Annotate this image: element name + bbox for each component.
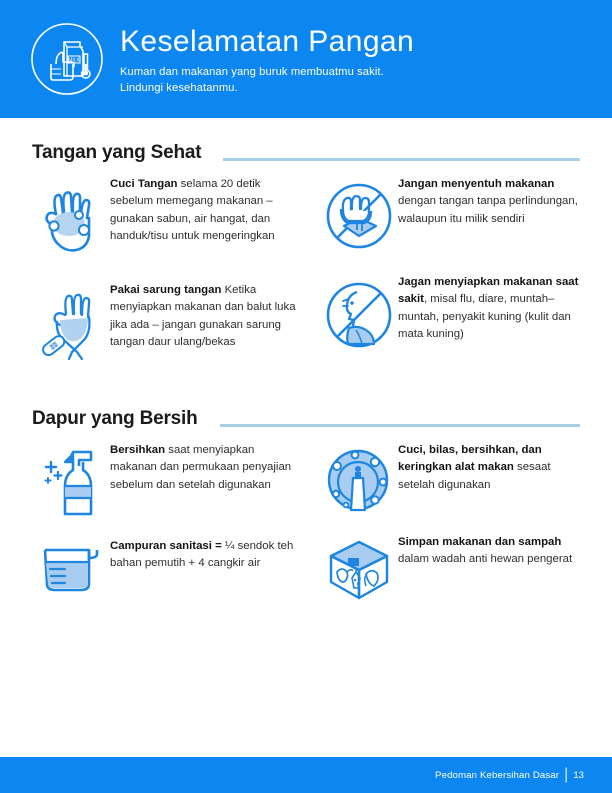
milk-carton-thumbs-up-thermometer-icon [28,20,106,98]
list-item-text [110,536,302,573]
section-header [32,404,588,430]
section-clean-kitchen [32,404,588,620]
no-sick-person-cooking-icon [320,272,398,354]
page-subtitle-line-1: Kuman dan makanan yang buruk membuatmu sakit. [120,65,384,78]
list-item-text [110,174,302,246]
page-subtitle-line-2: Lindungi kesehatanmu. [120,81,238,94]
list-item-bold: Jangan menyentuh makanan [398,178,555,190]
list-item-text [398,272,588,344]
footer-label: Pedoman Kebersihan Dasar [435,769,560,781]
list-item-bold: Jagan menyiapkan makanan saat sakit [398,276,579,306]
list-item-rest: dengan tangan tanpa perlindungan, walaupun itu milik sendiri [398,195,578,225]
glove-bandage-icon [32,280,110,366]
list-item-rest: sesaat setelah digunakan [398,461,551,491]
section-divider [220,424,580,427]
content-area [0,138,612,620]
list-item-text [398,174,588,228]
list-item-bold: Campuran sanitasi = [110,540,222,552]
list-item [32,174,302,262]
list-item-bold: Pakai sarung tangan [110,284,222,296]
section-divider [223,158,580,161]
list-item-text [110,280,302,352]
footer-separator: | [564,766,569,783]
spray-bottle-sparkle-icon [32,440,110,522]
no-bare-hand-food-icon [320,174,398,254]
column-right [310,174,588,384]
page-header [0,0,612,118]
page-footer [0,757,612,793]
list-item-text [398,440,588,494]
page-title: Keselamatan Pangan [120,24,415,58]
measuring-cup-icon [32,536,110,600]
column-right [310,440,588,620]
list-item [32,280,302,366]
column-left [32,174,310,384]
list-item-bold: Cuci Tangan [110,178,178,190]
items-grid-healthy-hands [32,174,588,384]
items-grid-clean-kitchen [32,440,588,620]
footer-page-number: 13 [573,769,584,781]
list-item [320,272,588,354]
section-title-healthy-hands: Tangan yang Sehat [32,142,202,163]
list-item-rest: dalam wadah anti hewan pengerat [398,553,573,566]
section-title-clean-kitchen: Dapur yang Bersih [32,408,198,429]
list-item-bold: Cuci, bilas, bersihkan, dan keringkan alat makan [398,444,542,474]
list-item-rest: saat menyiapkan makanan dan permukaan penyajian sebelum dan setelah digunakan [110,444,292,491]
list-item [32,536,302,600]
list-item-rest: selama 20 detik sebelum memegang makanan – gunakan sabun, air hangat, dan handuk/tisu untuk mengeringkan [110,178,275,243]
list-item-rest: ¼ sendok teh bahan pemutih + 4 cangkir air [110,540,294,570]
list-item-rest: Ketika menyiapkan makanan dan balut luka jika ada – jangan gunakan sarung tangan daur ulang/bekas [110,284,296,349]
list-item-text [110,440,302,494]
svg-text:MILK: MILK [68,57,80,64]
washing-hand-soap-icon [32,174,110,262]
list-item [32,440,302,522]
column-left [32,440,310,620]
list-item [320,174,588,254]
list-item-text [398,532,588,569]
list-item-rest: , misal flu, diare, muntah–muntah, penyakit kuning (kulit dan mata kuning) [398,293,571,341]
section-header [32,138,588,164]
list-item [320,532,588,606]
list-item-bold: Bersihkan [110,444,166,456]
list-item-bold: Simpan makanan dan sampah [398,536,562,548]
section-healthy-hands [32,138,588,384]
dishwashing-bubbles-icon [320,440,398,518]
list-item [320,440,588,518]
storage-bin-food-icon [320,532,398,606]
